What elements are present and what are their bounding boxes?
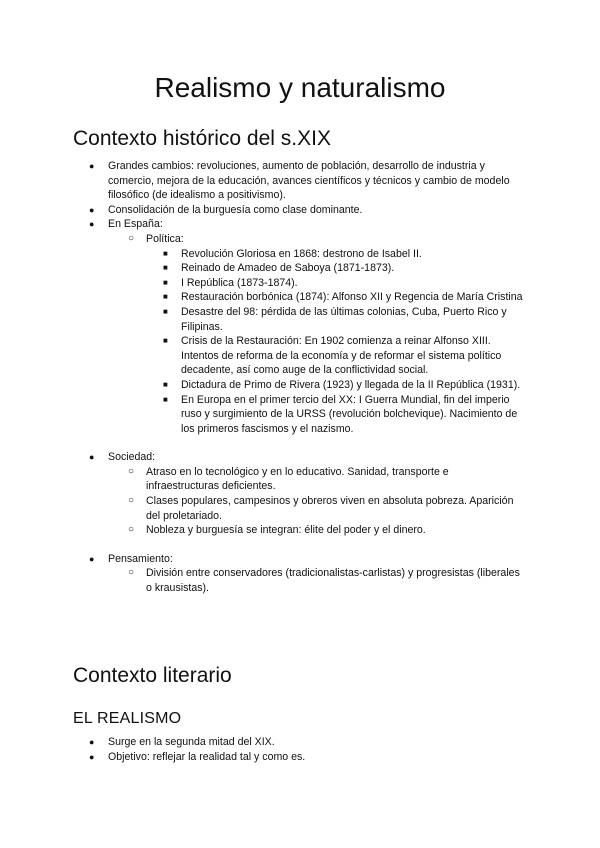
list-item [0,247,600,262]
list-item-text: En Europa en el primer tercio del XX: I Guerra Mundial, fin del imperio ruso y surgimiento de la URSS (revolución bolchevique). Nacimiento de los primeros fascismos y el nazismo. [181,393,518,435]
list-item-text: Nobleza y burguesía se integran: élite del poder y el dinero. [146,524,426,537]
circle-bullet-icon: ○ [128,567,135,579]
list-item [0,750,600,765]
circle-bullet-icon: ○ [128,465,135,477]
bullet-icon: ● [89,553,95,564]
square-bullet-icon: ■ [163,394,168,404]
list-item-text: División entre conservadores (tradicionalistas-carlistas) y progresistas (liberales o krausistas). [146,567,520,595]
list-item-text: Atraso en lo tecnológico y en lo educativo. Sanidad, transporte e infraestructuras deficientes. [146,465,449,493]
square-bullet-icon: ■ [163,248,168,258]
list-item-text: Objetivo: reflejar la realidad tal y como es. [108,750,306,763]
list-item [0,261,600,276]
list-item-text: Sociedad: [108,451,156,464]
list-item [0,232,600,247]
list-item-text: Grandes cambios: revoluciones, aumento de población, desarrollo de industria y comercio, mejora de la educación, avances científicos y técnicos y cambio de modelo filosófico (de idealismo a positivismo). [108,160,510,202]
list-item [0,378,600,393]
list-item [0,159,600,203]
bullet-icon: ● [89,452,95,463]
square-bullet-icon: ■ [163,263,168,273]
list-item-text: Desastre del 98: pérdida de las últimas colonias, Cuba, Puerto Rico y Filipinas. [181,305,507,333]
square-bullet-icon: ■ [163,277,168,287]
list-item [0,290,600,305]
bullet-icon: ● [89,751,95,762]
document-title: Realismo y naturalismo [154,72,446,103]
list-item-text: Crisis de la Restauración: En 1902 comienza a reinar Alfonso XIII. Intentos de reforma de la economía y de reformar el sistema político decadente, así como auge de la conflictividad social. [181,335,502,377]
bullet-icon: ● [89,204,95,215]
list-item [0,217,600,232]
circle-bullet-icon: ○ [128,232,135,244]
list-item [0,735,600,750]
square-bullet-icon: ■ [163,292,168,302]
list-item-text: Reinado de Amadeo de Saboya (1871-1873). [181,262,395,275]
list-item [0,393,600,437]
list-item [0,566,600,595]
section-heading-historico: Contexto histórico del s.XIX [73,127,331,150]
list-item-text: Dictadura de Primo de Rivera (1923) y llegada de la II República (1931). [181,378,521,391]
circle-bullet-icon: ○ [128,524,135,536]
list-item [0,523,600,538]
list-item-text: Surge en la segunda mitad del XIX. [108,736,275,748]
subheading-realismo: EL REALISMO [73,710,182,727]
list-item [0,305,600,334]
list-item [0,494,600,523]
bullet-icon: ● [89,161,95,171]
list-item [0,203,600,218]
list-item [0,276,600,291]
list-item-text: Revolución Gloriosa en 1868: destrono de Isabel II. [181,247,422,260]
circle-bullet-icon: ○ [128,495,135,507]
list-item [0,552,600,567]
square-bullet-icon: ■ [163,379,168,389]
section-heading-literario: Contexto literario [73,664,232,687]
list-item-text: Restauración borbónica (1874): Alfonso XII y Regencia de María Cristina [181,291,523,304]
bullet-icon: ● [89,737,95,747]
list-item [0,465,600,494]
square-bullet-icon: ■ [163,306,168,316]
bullet-icon: ● [89,219,95,230]
list-item-text: Pensamiento: [108,552,173,565]
list-item-text: Consolidación de la burguesía como clase dominante. [108,203,363,216]
square-bullet-icon: ■ [163,336,168,346]
realismo-list [0,735,600,764]
list-item-text: Clases populares, campesinos y obreros viven en absoluta pobreza. Aparición del proletariado. [146,495,514,522]
list-item [0,334,600,378]
list-item-text: I República (1873-1874). [181,276,298,289]
list-item-text: En España: [108,218,163,231]
list-item [0,450,600,465]
list-item-text: Política: [146,232,184,245]
historico-list [0,159,600,596]
